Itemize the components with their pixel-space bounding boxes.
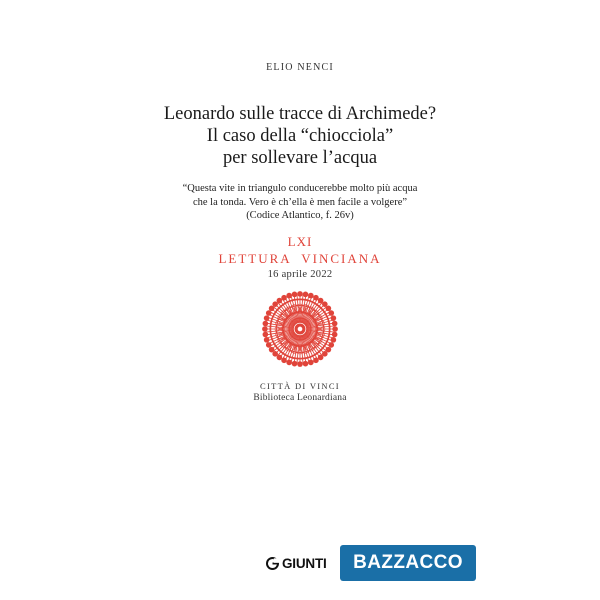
lettura-date: 16 aprile 2022 — [267, 269, 333, 280]
epigraph-quote — [0, 182, 600, 223]
book-title — [0, 103, 600, 169]
library-name: Biblioteca Leonardiana — [253, 393, 347, 403]
lettura-title: LETTURA VINCIANA — [218, 251, 382, 266]
rosette-emblem-icon — [261, 290, 339, 368]
title-line-1: Leonardo sulle tracce di Archimede? — [163, 104, 437, 124]
publisher-name: GIUNTI — [282, 555, 327, 571]
giunti-g-logo-icon — [266, 557, 279, 570]
lettura-number: LXI — [287, 234, 313, 249]
quote-line-1: “Questa vite in triangulo conducerebbe molto più acqua — [182, 183, 418, 194]
publisher-logo — [266, 552, 327, 574]
bookshop-badge: BAZZACCO — [340, 545, 476, 581]
title-line-2: Il caso della “chiocciola” — [206, 126, 394, 146]
author-name: ELIO NENCI — [266, 62, 334, 73]
quote-line-2: che la tonda. Vero è ch’ella è men facile a volgere” — [192, 196, 408, 208]
city-name: CITTÀ DI VINCI — [260, 381, 340, 391]
title-line-3: per sollevare l’acqua — [222, 148, 378, 168]
quote-source: (Codice Atlantico, f. 26v) — [246, 210, 354, 221]
